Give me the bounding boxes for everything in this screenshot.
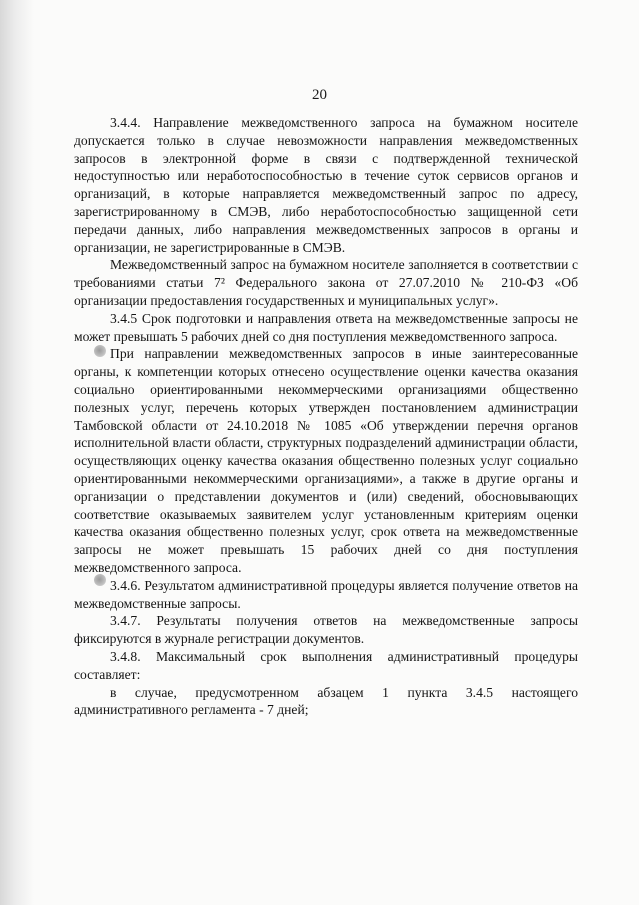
- document-body: [74, 114, 578, 719]
- page-number: 20: [312, 87, 327, 103]
- paragraph-other-bodies: При направлении межведомственных запросов в иные заинтересованные органы, к компетенции которых отнесено осуществление оценки качества оказания социально ориентированными некоммерческими организациями общественно полезных услуг, перечень которых утвержден постановлением администрации Тамбовской области от 24.10.2018 № 1085 «Об утверждении перечня органов исполнительной власти области, структурных подразделений администрации области, осуществляющих оценку качества оказания общественно полезных услуг социально ориентированными некоммерческими организациями», а также в другие органы и организации о представлении документов и (или) сведений, обосновывающих соответствие оказываемых заявителем услуг установленным критериям оценки качества оказания общественно полезных услуг, срок ответа на межведомственные запросы не может превышать 15 рабочих дней со дня поступления межведомственного запроса.: [74, 346, 578, 575]
- paragraph-3-4-4: 3.4.4. Направление межведомственного запроса на бумажном носителе допускается только в случае невозможности направления межведомственных запросов в электронной форме в связи с подтвержденной технической недоступностью или неработоспособностью в течение суток сервисов органов и организаций, в которые направляется межведомственный запрос по адресу, зарегистрированному в СМЭВ, либо неработоспособностью защищенной сети передачи данных, либо направления межведомственных запросов в органы и организации, не зарегистрированные в СМЭВ.: [74, 115, 578, 255]
- paragraph-paper-request: Межведомственный запрос на бумажном носителе заполняется в соответствии с требованиями статьи 7² Федерального закона от 27.07.2010 № 210-ФЗ «Об организации предоставления государственных и муниципальных услуг».: [74, 257, 578, 308]
- paragraph-3-4-6: 3.4.6. Результатом административной процедуры является получение ответов на межведомственные запросы.: [74, 577, 578, 611]
- paragraph-3-4-7: 3.4.7. Результаты получения ответов на межведомственные запросы фиксируются в журнале регистрации документов.: [74, 613, 578, 647]
- paragraph-3-4-5: 3.4.5 Срок подготовки и направления ответа на межведомственные запросы не может превышать 5 рабочих дней со дня поступления межведомственного запроса.: [74, 310, 578, 344]
- paragraph-case-7-days: в случае, предусмотренном абзацем 1 пункта 3.4.5 настоящего административного регламента - 7 дней;: [74, 684, 578, 718]
- scan-edge-shadow: [0, 0, 34, 905]
- paragraph-3-4-8: 3.4.8. Максимальный срок выполнения административный процедуры составляет:: [74, 648, 578, 682]
